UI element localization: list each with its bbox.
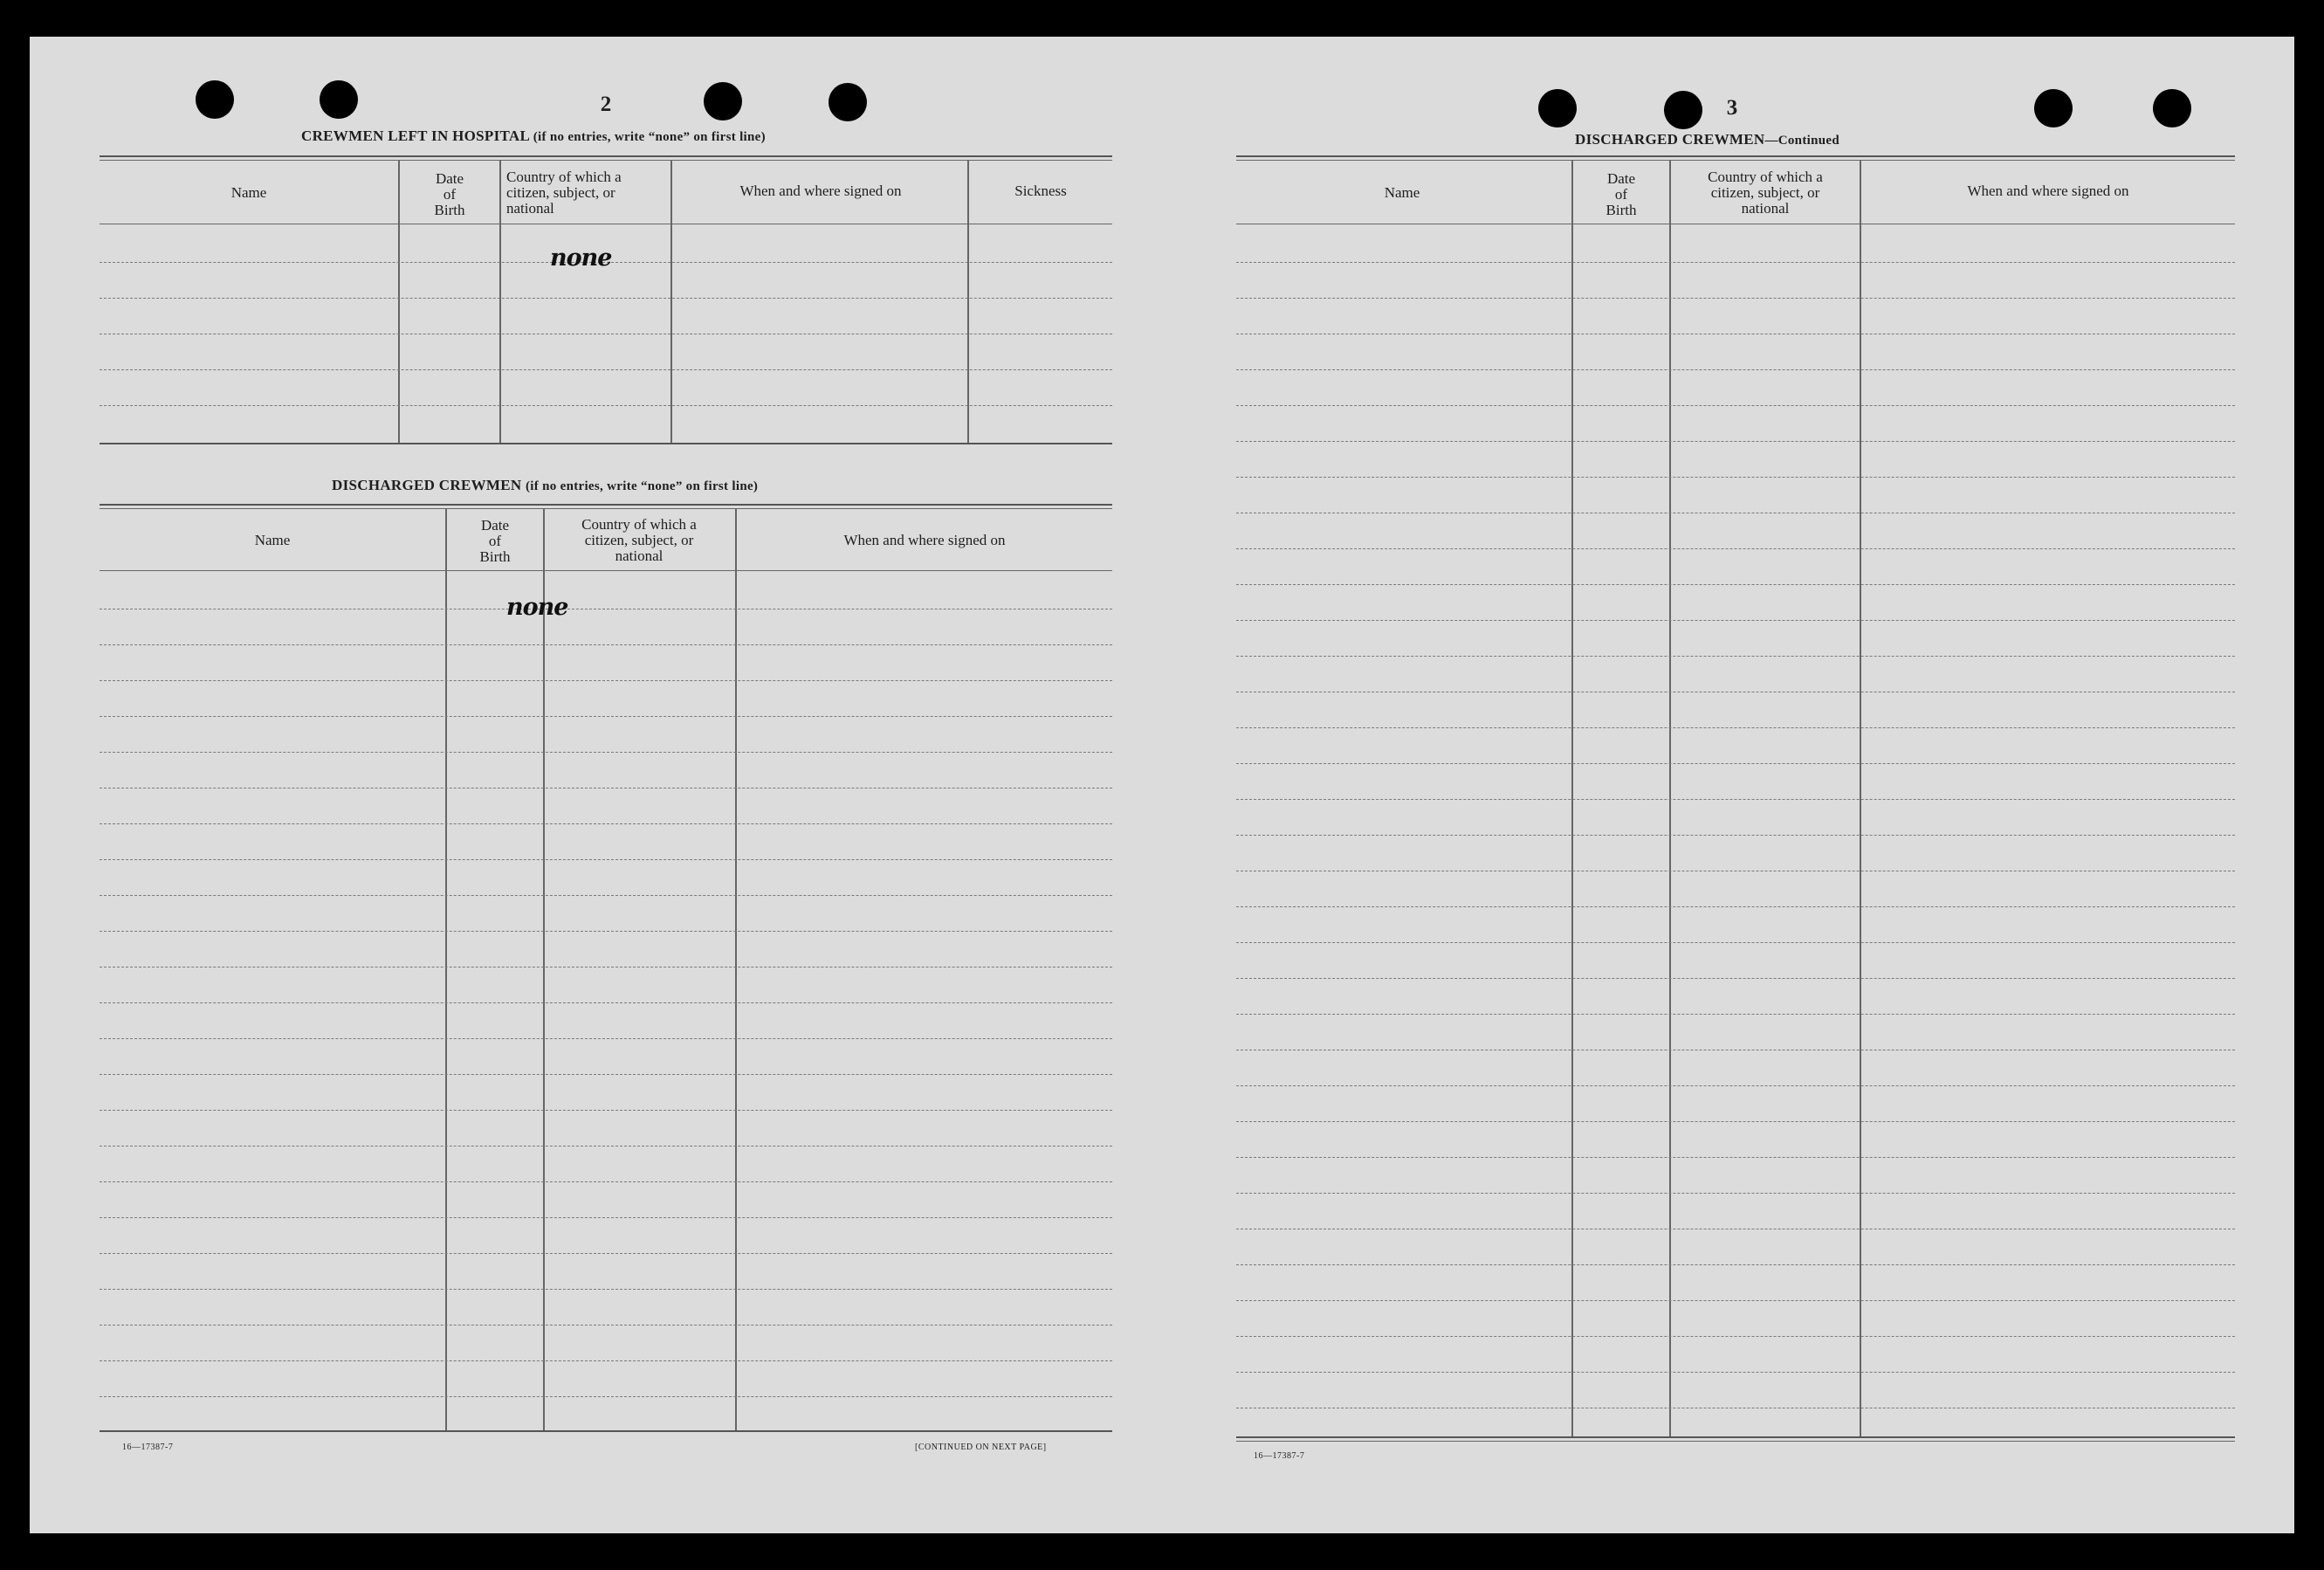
entry-row-line bbox=[1236, 656, 2235, 657]
hospital-title-text: CREWMEN LEFT IN HOSPITAL bbox=[301, 127, 530, 144]
entry-row-line bbox=[1236, 1336, 2235, 1337]
punch-hole bbox=[1664, 91, 1702, 129]
entry-row-line bbox=[1236, 978, 2235, 979]
entry-row-line bbox=[1236, 1157, 2235, 1158]
continued-table-bottom-rule-2 bbox=[1236, 1441, 2235, 1442]
discharged-instruction: (if no entries, write “none” on first line) bbox=[526, 479, 759, 493]
col-divider bbox=[735, 509, 737, 1431]
discharged-continued-title-text: DISCHARGED CREWMEN bbox=[1575, 131, 1765, 148]
entry-row-line bbox=[1236, 906, 2235, 907]
entry-row-line bbox=[100, 369, 1112, 370]
col-divider bbox=[398, 161, 400, 444]
hospital-header-name: Name bbox=[230, 184, 267, 201]
country-line: national bbox=[1741, 200, 1790, 217]
country-line: citizen, subject, or bbox=[506, 184, 615, 201]
entry-row-line bbox=[100, 1146, 1112, 1147]
col-divider bbox=[670, 161, 672, 444]
country-line: Country of which a bbox=[1708, 169, 1823, 185]
entry-row-line bbox=[1236, 1121, 2235, 1122]
entry-row-line bbox=[1236, 620, 2235, 621]
entry-row-line bbox=[100, 895, 1112, 896]
entry-row-line bbox=[1236, 835, 2235, 836]
entry-row-line bbox=[1236, 584, 2235, 585]
entry-row-line bbox=[100, 1396, 1112, 1397]
entry-row-line bbox=[100, 859, 1112, 860]
hospital-handwritten-entry: none bbox=[550, 244, 612, 272]
entry-row-line bbox=[100, 1038, 1112, 1039]
dob-line: Birth bbox=[434, 202, 465, 218]
entry-row-line bbox=[1236, 1085, 2235, 1086]
entry-row-line bbox=[100, 1360, 1112, 1361]
country-line: Country of which a bbox=[581, 516, 697, 533]
entry-row-line bbox=[100, 680, 1112, 681]
discharged-header-dob bbox=[447, 518, 543, 565]
entry-row-line bbox=[100, 931, 1112, 932]
entry-row-line bbox=[100, 1289, 1112, 1290]
country-line: national bbox=[615, 547, 664, 564]
punch-hole bbox=[2034, 89, 2073, 127]
col-divider bbox=[543, 509, 545, 1431]
entry-row-line bbox=[1236, 799, 2235, 800]
entry-row-line bbox=[100, 298, 1112, 299]
punch-hole bbox=[704, 82, 742, 121]
dob-line: of bbox=[443, 186, 457, 203]
punch-hole bbox=[2153, 89, 2191, 127]
col-divider bbox=[499, 161, 501, 444]
entry-row-line bbox=[1236, 369, 2235, 370]
continued-table-bottom-rule bbox=[1236, 1436, 2235, 1438]
entry-row-line bbox=[100, 1253, 1112, 1254]
entry-row-line bbox=[100, 644, 1112, 645]
entry-row-line bbox=[100, 1002, 1112, 1003]
entry-row-line bbox=[100, 752, 1112, 753]
discharged-table-top-rule-2 bbox=[100, 508, 1112, 509]
form-number: 16—17387-7 bbox=[122, 1443, 174, 1452]
discharged-header-signed: When and where signed on bbox=[843, 532, 1006, 548]
hospital-instruction: (if no entries, write “none” on first line) bbox=[533, 130, 766, 144]
entry-row-line bbox=[1236, 1014, 2235, 1015]
entry-row-line bbox=[1236, 727, 2235, 728]
country-line: Country of which a bbox=[506, 169, 622, 185]
hospital-table-top-rule-2 bbox=[100, 160, 1112, 161]
entry-row-line bbox=[100, 1325, 1112, 1326]
dob-line: Birth bbox=[479, 548, 511, 565]
continued-suffix: —Continued bbox=[1764, 134, 1839, 148]
page-number: 2 bbox=[600, 93, 612, 116]
entry-row-line bbox=[1236, 405, 2235, 406]
continued-header-country bbox=[1671, 169, 1860, 217]
dob-line: of bbox=[1614, 186, 1628, 203]
discharged-table-bottom-rule bbox=[100, 1430, 1112, 1432]
entry-row-line bbox=[1236, 1193, 2235, 1194]
entry-row-line bbox=[1236, 262, 2235, 263]
hospital-table-bottom-rule bbox=[100, 443, 1112, 444]
discharged-continued-title bbox=[1575, 131, 1839, 148]
discharged-header-name: Name bbox=[254, 532, 291, 548]
hospital-table-top-rule bbox=[100, 155, 1112, 157]
discharged-table-top-rule bbox=[100, 504, 1112, 506]
entry-row-line bbox=[100, 1074, 1112, 1075]
discharged-title-text: DISCHARGED CREWMEN bbox=[332, 477, 522, 493]
hospital-header-sickness: Sickness bbox=[1014, 182, 1067, 199]
continued-note: [CONTINUED ON NEXT PAGE] bbox=[915, 1443, 1047, 1452]
continued-header-dob bbox=[1573, 171, 1669, 218]
entry-row-line bbox=[1236, 477, 2235, 478]
dob-line: Birth bbox=[1605, 202, 1637, 218]
punch-hole bbox=[320, 80, 358, 119]
entry-row-line bbox=[100, 405, 1112, 406]
continued-table-top-rule bbox=[1236, 155, 2235, 157]
continued-header-signed: When and where signed on bbox=[1967, 182, 2129, 199]
dob-line: of bbox=[488, 533, 502, 549]
dob-line: Date bbox=[435, 170, 464, 187]
entry-row-line bbox=[1236, 763, 2235, 764]
continued-header-name: Name bbox=[1384, 184, 1420, 201]
entry-row-line bbox=[1236, 548, 2235, 549]
entry-row-line bbox=[1236, 1264, 2235, 1265]
punch-hole bbox=[1538, 89, 1577, 127]
punch-hole bbox=[196, 80, 234, 119]
country-line: citizen, subject, or bbox=[1710, 184, 1820, 201]
hospital-header-signed: When and where signed on bbox=[739, 182, 902, 199]
entry-row-line bbox=[1236, 942, 2235, 943]
entry-row-line bbox=[100, 823, 1112, 824]
entry-row-line bbox=[1236, 298, 2235, 299]
entry-row-line bbox=[1236, 441, 2235, 442]
country-line: citizen, subject, or bbox=[584, 532, 694, 548]
entry-row-line bbox=[100, 716, 1112, 717]
continued-table-top-rule-2 bbox=[1236, 160, 2235, 161]
discharged-section-title bbox=[332, 477, 758, 494]
discharged-header-country bbox=[545, 517, 733, 564]
entry-row-line bbox=[100, 1181, 1112, 1182]
col-divider bbox=[445, 509, 447, 1431]
hospital-section-title bbox=[301, 127, 766, 145]
hospital-header-country bbox=[506, 169, 672, 217]
entry-row-line bbox=[100, 1110, 1112, 1111]
country-line: national bbox=[506, 200, 554, 217]
dob-line: Date bbox=[1606, 170, 1636, 187]
punch-hole bbox=[829, 83, 867, 121]
discharged-handwritten-entry: none bbox=[506, 594, 568, 621]
page-number: 3 bbox=[1726, 96, 1738, 120]
entry-row-line bbox=[100, 1217, 1112, 1218]
discharged-header-rule bbox=[100, 570, 1112, 571]
entry-row-line bbox=[1236, 1300, 2235, 1301]
form-number: 16—17387-7 bbox=[1254, 1451, 1305, 1461]
hospital-header-dob bbox=[400, 171, 499, 218]
entry-row-line bbox=[1236, 1372, 2235, 1373]
dob-line: Date bbox=[480, 517, 510, 534]
col-divider bbox=[967, 161, 969, 444]
